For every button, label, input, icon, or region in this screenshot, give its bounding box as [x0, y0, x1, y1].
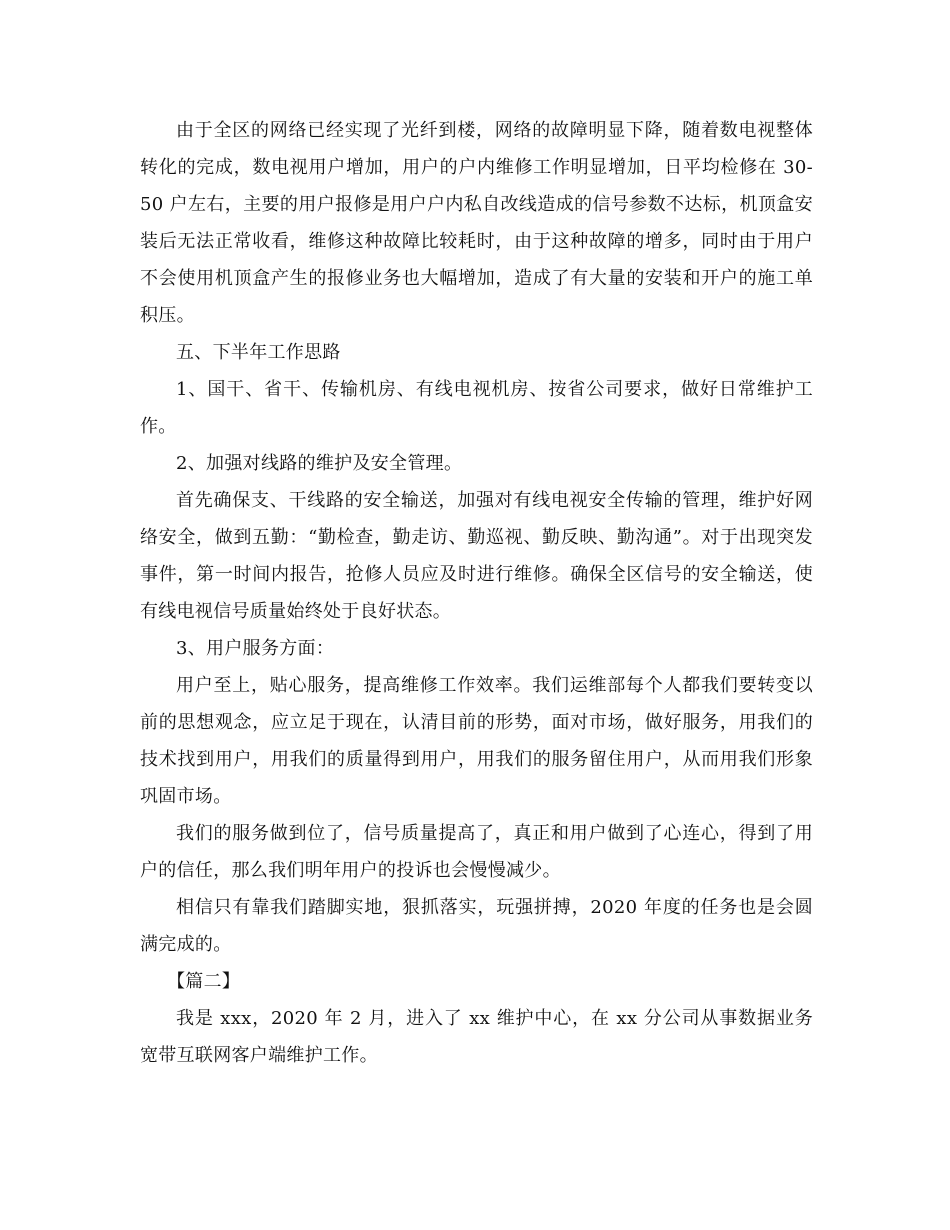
paragraph-user-service: 用户至上，贴心服务，提高维修工作效率。我们运维部每个人都我们要转变以前的思想观念，应立足于现在，认清目前的形势，面对市场，做好服务，用我们的技术找到用户，用我们的质量得到用户，用我们的服务留住用户，从而用我们形象巩固市场。	[140, 675, 813, 807]
paragraph-introduction: 我是 xxx，2020 年 2 月，进入了 xx 维护中心，在 xx 分公司从事数据业务宽带互联网客户端维护工作。	[140, 1008, 813, 1066]
paragraph-line-safety: 首先确保支、干线路的安全输送，加强对有线电视安全传输的管理，维护好网络安全，做到五勤：“勤检查，勤走访、勤巡视、勤反映、勤沟通”。对于出现突发事件，第一时间内报告，抢修人员应及时进行维修。确保全区信号的安全输送，使有线电视信号质量始终处于良好状态。	[140, 490, 813, 622]
paragraph-network-faults: 由于全区的网络已经实现了光纤到楼，网络的故障明显下降，随着数电视整体转化的完成，数电视用户增加，用户的户内维修工作明显增加，日平均检修在 30-50 户左右，主要的用户报修是用户户内私自改线造成的信号参数不达标，机顶盒安装后无法正常收看，维修这种故障比较耗时，由于这种故障的增多，同时由于用户不会使用机顶盒产生的报修业务也大幅增加，造成了有大量的安装和开户的施工单积压。	[140, 120, 813, 326]
list-item-3: 3、用户服务方面：	[176, 638, 335, 659]
document-body	[140, 112, 813, 1074]
list-item-1: 1、国干、省干、传输机房、有线电视机房、按省公司要求，做好日常维护工作。	[140, 379, 813, 437]
paragraph-service-quality: 我们的服务做到位了，信号质量提高了，真正和用户做到了心连心，得到了用户的信任，那么我们明年用户的投诉也会慢慢减少。	[140, 823, 813, 881]
section-heading-plan: 五、下半年工作思路	[176, 342, 341, 363]
list-item-2: 2、加强对线路的维护及安全管理。	[176, 453, 463, 474]
section-marker-part-two: 【篇二】	[167, 971, 241, 992]
paragraph-confidence: 相信只有靠我们踏脚实地，狠抓落实，玩强拼搏，2020 年度的任务也是会圆满完成的。	[140, 897, 813, 955]
